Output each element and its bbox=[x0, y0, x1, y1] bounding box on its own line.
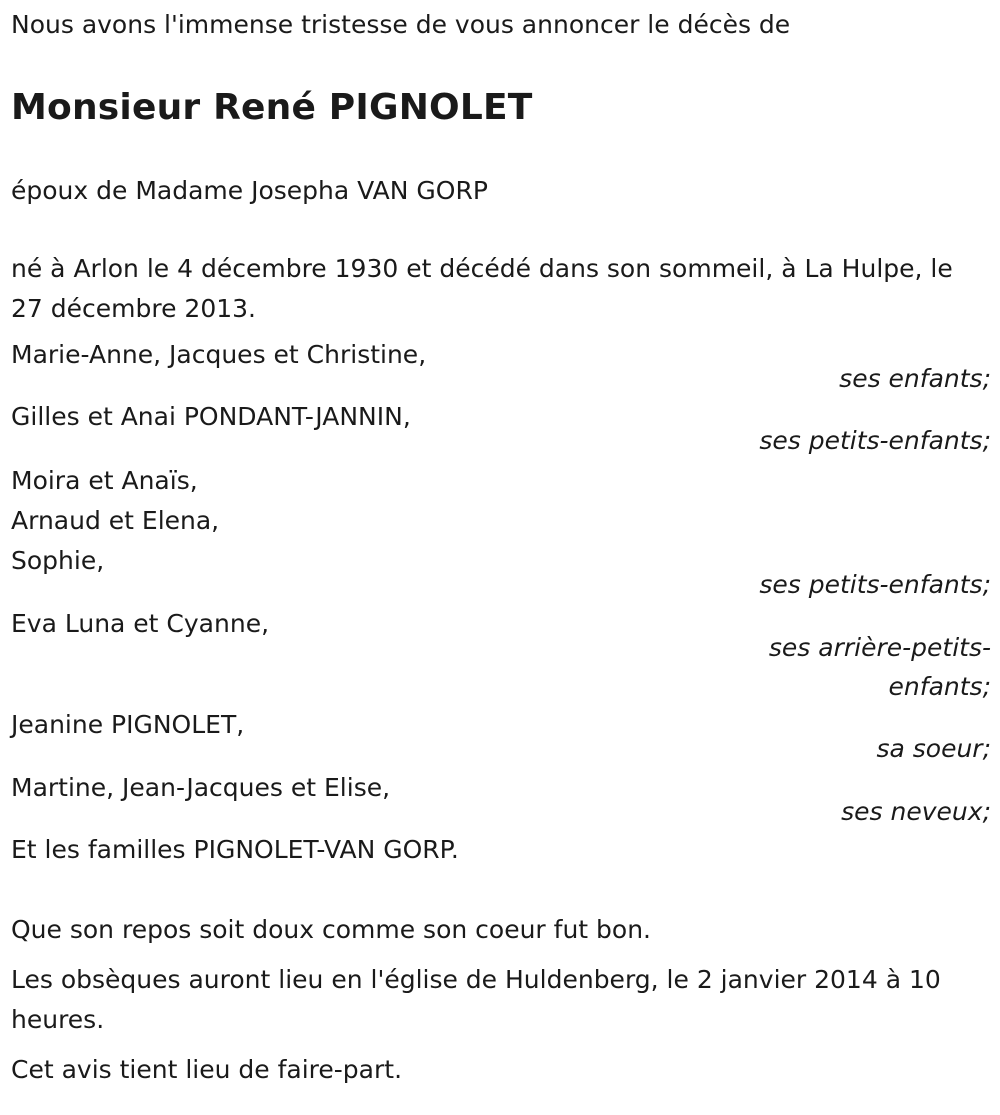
notice-line: Cet avis tient lieu de faire-part. bbox=[11, 1055, 403, 1084]
family-names: Sophie, bbox=[11, 546, 105, 575]
family-names: Moira et Anaïs, bbox=[11, 466, 198, 495]
repos-line: Que son repos soit doux comme son coeur fut bon. bbox=[11, 915, 652, 944]
family-group-nephews bbox=[11, 768, 991, 832]
family-names: Arnaud et Elena, bbox=[11, 506, 220, 535]
family-names: Jeanine PIGNOLET, bbox=[11, 710, 245, 739]
families-line: Et les familles PIGNOLET-VAN GORP. bbox=[11, 835, 459, 864]
family-group-sister bbox=[11, 705, 991, 769]
funeral-info: Les obsèques auront lieu en l'église de Huldenberg, le 2 janvier 2014 à 10 heures. bbox=[11, 965, 941, 1034]
family-names: Eva Luna et Cyanne, bbox=[11, 609, 270, 638]
family-names: Gilles et Anai PONDANT-JANNIN, bbox=[11, 402, 411, 431]
family-role: sa soeur; bbox=[876, 734, 991, 763]
family-role: ses petits-enfants; bbox=[759, 426, 991, 455]
family-names: Marie-Anne, Jacques et Christine, bbox=[11, 340, 427, 369]
family-group-grandchildren-1 bbox=[11, 397, 991, 461]
spouse-line: époux de Madame Josepha VAN GORP bbox=[11, 176, 488, 205]
family-role: ses arrière-petits-enfants; bbox=[768, 633, 991, 701]
family-role: ses enfants; bbox=[839, 364, 991, 393]
family-names: Martine, Jean-Jacques et Elise, bbox=[11, 773, 391, 802]
obituary-notice bbox=[11, 0, 991, 1090]
family-group-children bbox=[11, 335, 991, 399]
family-role: ses petits-enfants; bbox=[759, 570, 991, 599]
family-group-great-grandchildren bbox=[11, 604, 991, 706]
birth-death-line: né à Arlon le 4 décembre 1930 et décédé dans son sommeil, à La Hulpe, le 27 décembre 2013. bbox=[11, 254, 953, 323]
family-group-grandchildren-2 bbox=[11, 461, 991, 605]
deceased-name: Monsieur René PIGNOLET bbox=[11, 87, 533, 128]
family-role: ses neveux; bbox=[841, 797, 991, 826]
intro-text: Nous avons l'immense tristesse de vous annoncer le décès de bbox=[11, 10, 791, 39]
